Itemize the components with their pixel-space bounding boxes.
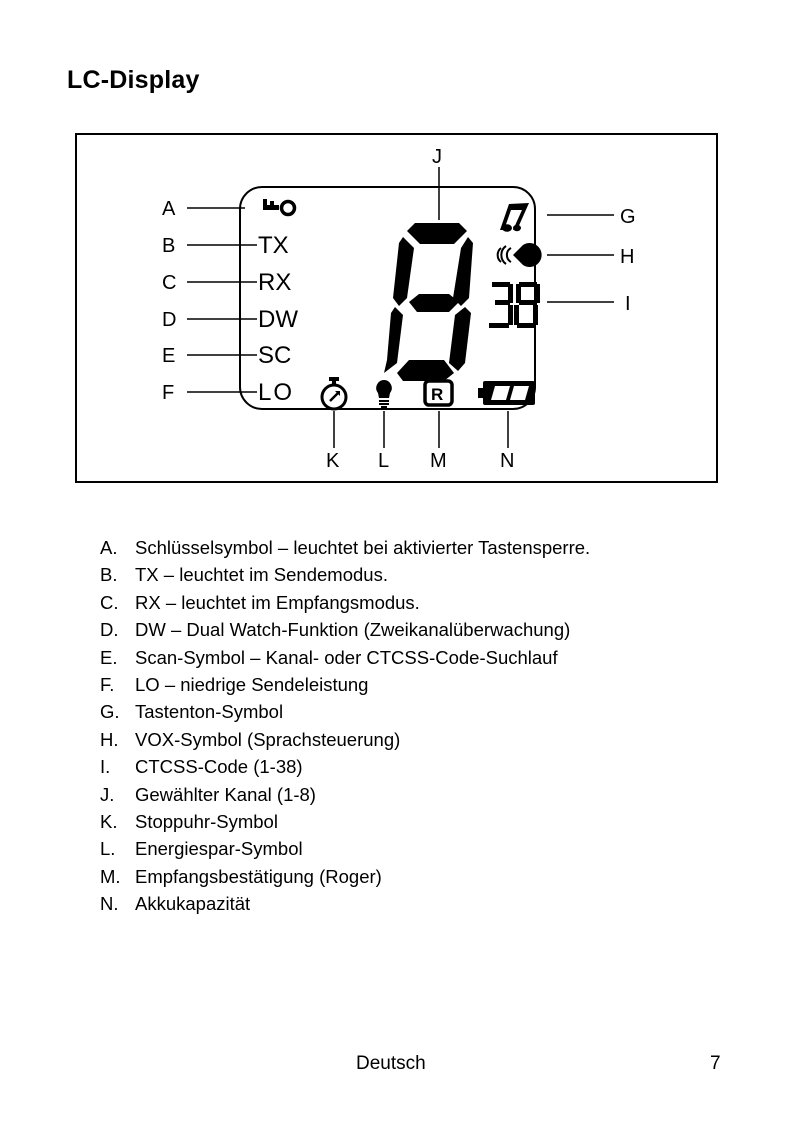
callout-d: D (162, 309, 177, 331)
indicator-sc: SC (258, 342, 292, 369)
indicator-lo: LO (258, 379, 295, 406)
legend-item: D. DW – Dual Watch-Funktion (Zweikanalüberwachung) (100, 619, 571, 641)
ctcss-code-38 (489, 282, 540, 328)
roger-icon (425, 381, 452, 405)
indicator-dw: DW (258, 306, 298, 333)
legend-list (100, 537, 590, 920)
roger-letter: R (431, 385, 444, 404)
legend-item: E. Scan-Symbol – Kanal- oder CTCSS-Code-Suchlauf (100, 646, 558, 668)
callout-j: J (432, 146, 442, 168)
lcd-diagram (75, 133, 718, 483)
key-icon (263, 199, 295, 215)
footer-language: Deutsch (356, 1053, 426, 1074)
callout-c: C (162, 272, 177, 294)
lcd-outline (240, 187, 535, 409)
indicator-rx: RX (258, 269, 292, 296)
callout-e: E (162, 345, 176, 367)
legend-item: M. Empfangsbestätigung (Roger) (100, 865, 382, 887)
legend-item: I. CTCSS-Code (1-38) (100, 756, 303, 778)
callout-i: I (625, 293, 631, 315)
legend-item: C. RX – leuchtet im Empfangsmodus. (100, 591, 420, 613)
callout-m: M (430, 450, 447, 472)
page-number: 7 (710, 1053, 721, 1074)
lcd-diagram-svg (77, 135, 720, 485)
vox-icon (498, 243, 542, 267)
callout-h: H (620, 246, 635, 268)
callout-a: A (162, 198, 176, 220)
callout-l: L (378, 450, 390, 472)
callout-n: N (500, 450, 515, 472)
battery-icon (478, 381, 535, 405)
legend-item: F. LO – niedrige Sendeleistung (100, 673, 369, 695)
music-note-icon (500, 203, 529, 232)
legend-item: J. Gewählter Kanal (1-8) (100, 783, 316, 805)
indicator-tx: TX (258, 232, 289, 259)
callout-f: F (162, 382, 175, 404)
stopwatch-icon (322, 377, 346, 409)
page-title: LC-Display (67, 66, 200, 94)
callout-k: K (326, 450, 340, 472)
legend-item: H. VOX-Symbol (Sprachsteuerung) (100, 728, 401, 750)
bulb-icon (376, 380, 392, 408)
legend-item: B. TX – leuchtet im Sendemodus. (100, 564, 388, 586)
callout-g: G (620, 206, 636, 228)
channel-digit-8 (384, 223, 473, 381)
legend-item: A. Schlüsselsymbol – leuchtet bei aktivierter Tastensperre. (100, 537, 591, 558)
legend-item: L. Energiespar-Symbol (100, 838, 303, 860)
legend-item: K. Stoppuhr-Symbol (100, 810, 278, 832)
legend-item: G. Tastenton-Symbol (100, 701, 284, 723)
callout-b: B (162, 235, 176, 257)
legend-item: N. Akkukapazität (100, 893, 251, 915)
